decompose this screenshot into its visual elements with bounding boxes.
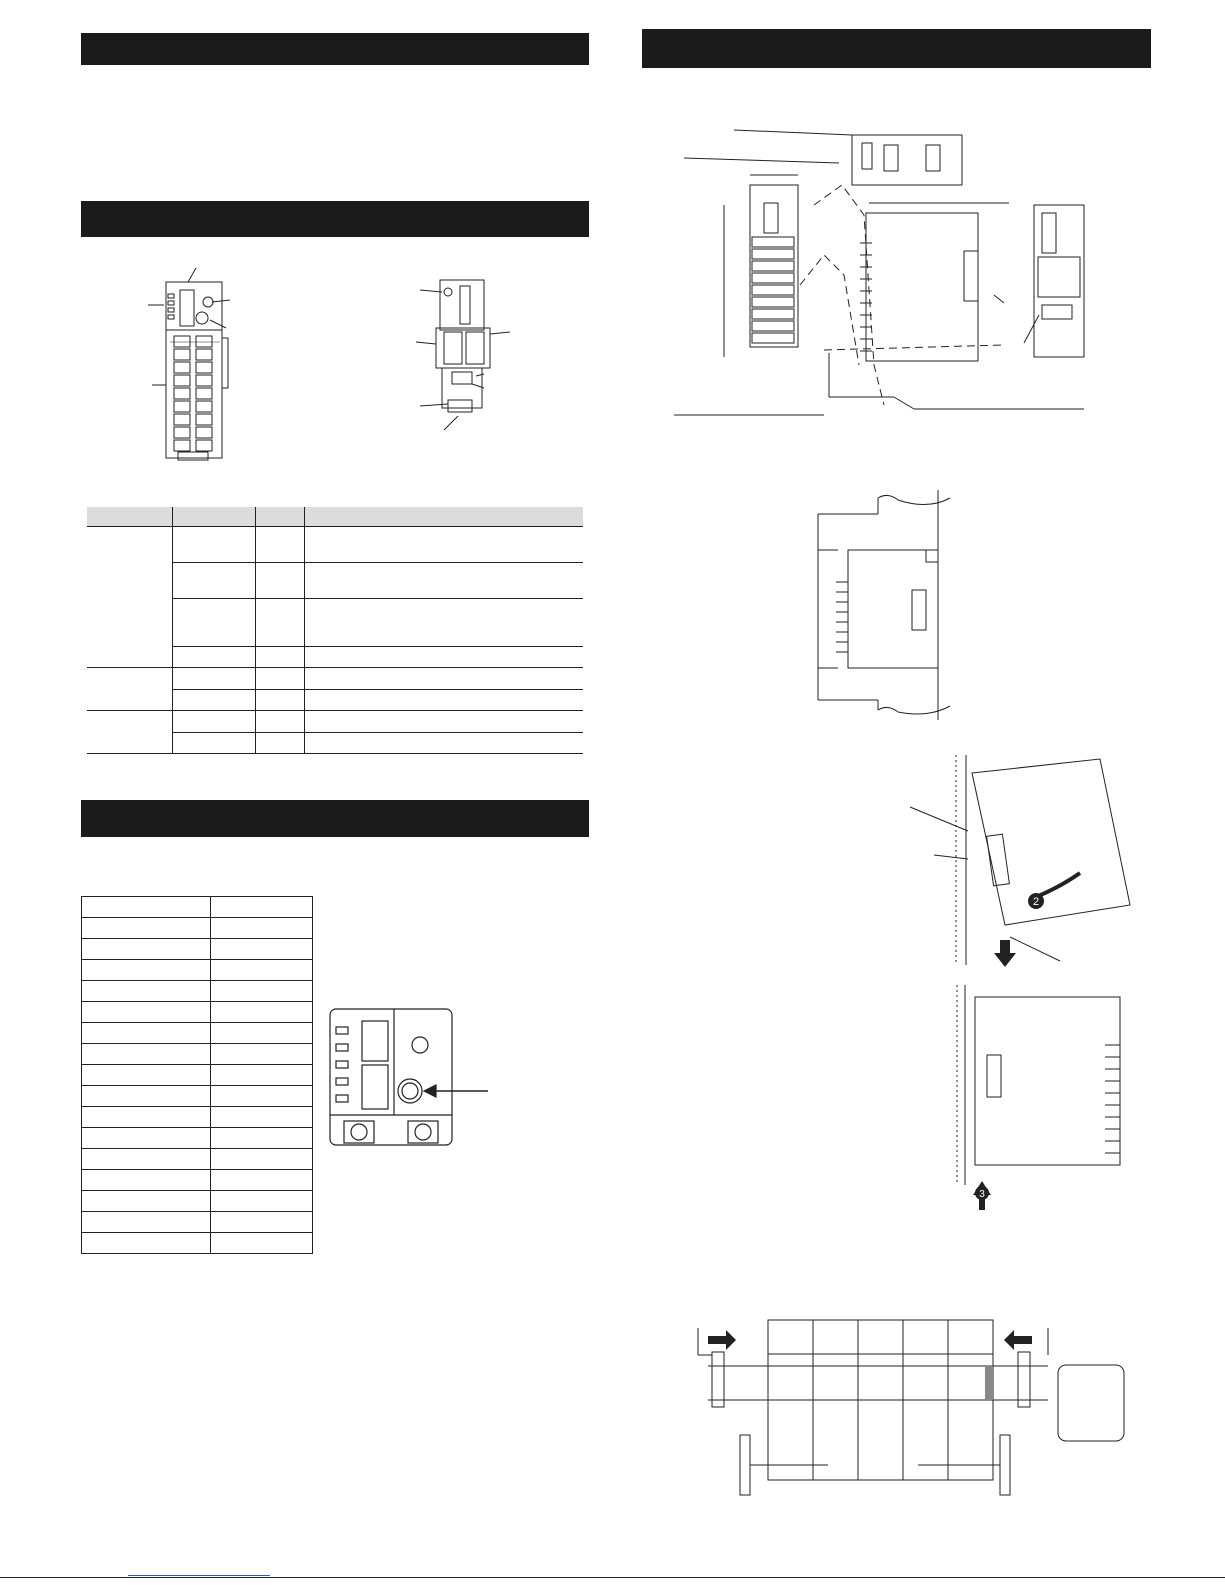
unit-front-view-diagram xyxy=(140,260,250,465)
footer-link-underline[interactable] xyxy=(128,1575,270,1576)
section-header-bar-1 xyxy=(81,33,589,65)
setting-table xyxy=(81,896,313,1254)
step-2-label: 2 xyxy=(1032,896,1040,908)
footer-rule xyxy=(0,1577,1225,1578)
dimensions-diagram xyxy=(674,125,1094,430)
removal-step-diagram xyxy=(910,755,1110,990)
section-header-bar-3 xyxy=(81,800,589,837)
unit-side-view-diagram xyxy=(410,270,520,440)
din-rail-assembly-diagram xyxy=(688,1310,1148,1510)
front-panel-detail-diagram xyxy=(328,1007,498,1157)
step-3-label: 3 xyxy=(979,1189,985,1200)
section-header-bar-2 xyxy=(81,201,589,237)
spec-table xyxy=(87,507,583,754)
attach-step-diagram xyxy=(965,985,1125,1215)
section-header-bar-4 xyxy=(642,29,1151,68)
mounting-clearance-diagram xyxy=(818,490,958,720)
